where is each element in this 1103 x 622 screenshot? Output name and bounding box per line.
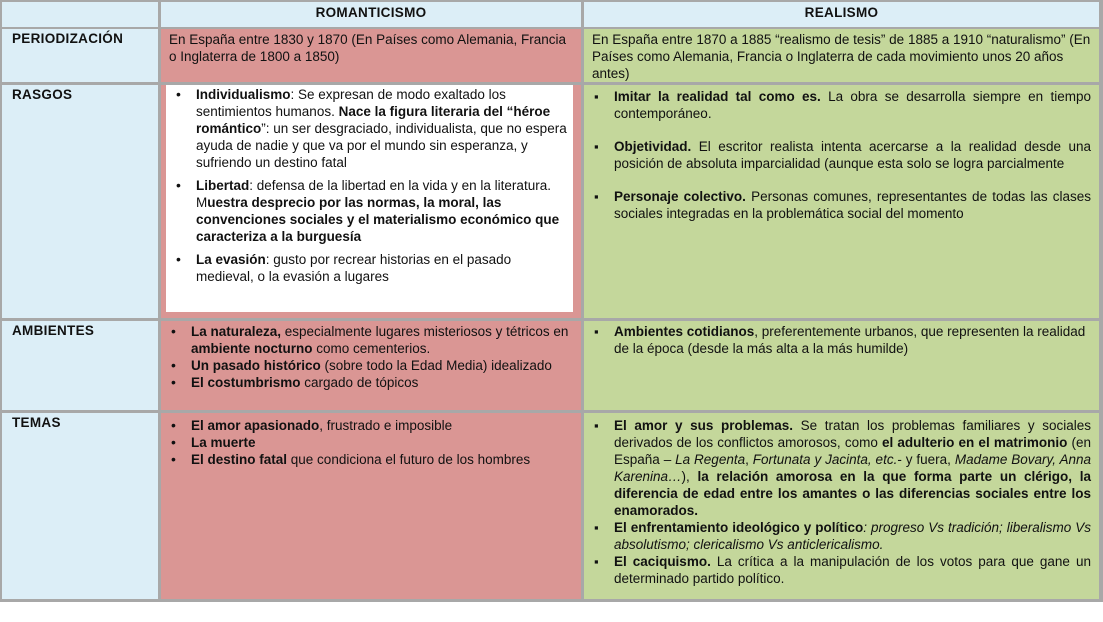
list-item: • El costumbrismo cargado de tópicos (161, 374, 573, 391)
rasgos-romanticismo-list (166, 86, 567, 285)
list-item: ▪ Objetividad. El escritor realista intenta acercarse a la realidad desde una posición de absoluta imparcialidad (aunque esta solo se logra parcialmente (584, 138, 1091, 172)
list-item: • La evasión: gusto por recrear historias en el pasado medieval, o la evasión a lugares (166, 251, 567, 285)
temas-realismo-list (584, 417, 1091, 587)
ambientes-romanticismo (161, 321, 581, 410)
row-label-ambientes: AMBIENTES (2, 321, 158, 410)
list-item: ▪ Personaje colectivo. Personas comunes, representantes de todas las clases sociales integradas en la problemática social del momento (584, 188, 1091, 222)
list-item: • El destino fatal que condiciona el futuro de los hombres (161, 451, 573, 468)
rasgos-realismo-list (584, 88, 1091, 222)
list-item: • La naturaleza, especialmente lugares misteriosos y tétricos en ambiente nocturno como cementerios. (161, 323, 573, 357)
header-romanticismo: ROMANTICISMO (161, 2, 581, 27)
list-item: ▪ El caciquismo. La crítica a la manipulación de los votos para que gane un determinado partido político. (584, 553, 1091, 587)
list-item: • Libertad: defensa de la libertad en la vida y en la literatura. Muestra desprecio por las normas, la moral, las convenciones sociales y el materialismo económico que caracteriza a la burguesía (166, 177, 567, 245)
row-label-temas: TEMAS (2, 413, 158, 599)
list-item: • La muerte (161, 434, 573, 451)
rasgos-romanticismo-cell (161, 85, 581, 318)
list-item: ▪ Ambientes cotidianos, preferentemente urbanos, que representen la realidad de la época (desde la más alta a la más humilde) (584, 323, 1091, 357)
list-item: • Individualismo: Se expresan de modo exaltado los sentimientos humanos. Nace la figura literaria del “héroe romántico”: un ser desgraciado, individualista, que no espera ayuda de nadie y que va por el mundo sin esperanza, y sufriendo un destino fatal (166, 86, 567, 171)
temas-romanticismo (161, 413, 581, 599)
ambientes-realismo-list (584, 323, 1091, 357)
header-realismo: REALISMO (584, 2, 1099, 27)
list-item: • El amor apasionado, frustrado e imposible (161, 417, 573, 434)
temas-romanticismo-list (161, 417, 573, 468)
temas-realismo (584, 413, 1099, 599)
periodizacion-romanticismo: En España entre 1830 y 1870 (En Países como Alemania, Francia o Inglaterra de 1800 a 1850) (161, 29, 581, 82)
row-label-periodizacion: PERIODIZACIÓN (2, 29, 158, 82)
header-corner (2, 2, 158, 27)
row-label-rasgos: RASGOS (2, 85, 158, 318)
list-item: • Un pasado histórico (sobre todo la Edad Media) idealizado (161, 357, 573, 374)
list-item: ▪ El amor y sus problemas. Se tratan los problemas familiares y sociales derivados de los conflictos amorosos, como el adulterio en el matrimonio (en España – La Regenta, Fortunata y Jacinta, etc.- y fuera, Madame Bovary, Anna Karenina…), la relación amorosa en la que forma parte un clérigo, la diferencia de edad entre los amantes o las diferencias sociales entre los enamorados. (584, 417, 1091, 519)
rasgos-romanticismo-box (166, 85, 573, 312)
list-item: ▪ Imitar la realidad tal como es. La obra se desarrolla siempre en tiempo contemporáneo. (584, 88, 1091, 122)
ambientes-realismo (584, 321, 1099, 410)
rasgos-realismo (584, 85, 1099, 318)
periodizacion-realismo: En España entre 1870 a 1885 “realismo de tesis” de 1885 a 1910 “naturalismo” (En Países como Alemania, Francia o Inglaterra de cada movimiento unos 20 años antes) (584, 29, 1099, 82)
list-item: ▪ El enfrentamiento ideológico y político: progreso Vs tradición; liberalismo Vs absolutismo; clericalismo Vs anticlericalismo. (584, 519, 1091, 553)
ambientes-romanticismo-list (161, 323, 573, 391)
